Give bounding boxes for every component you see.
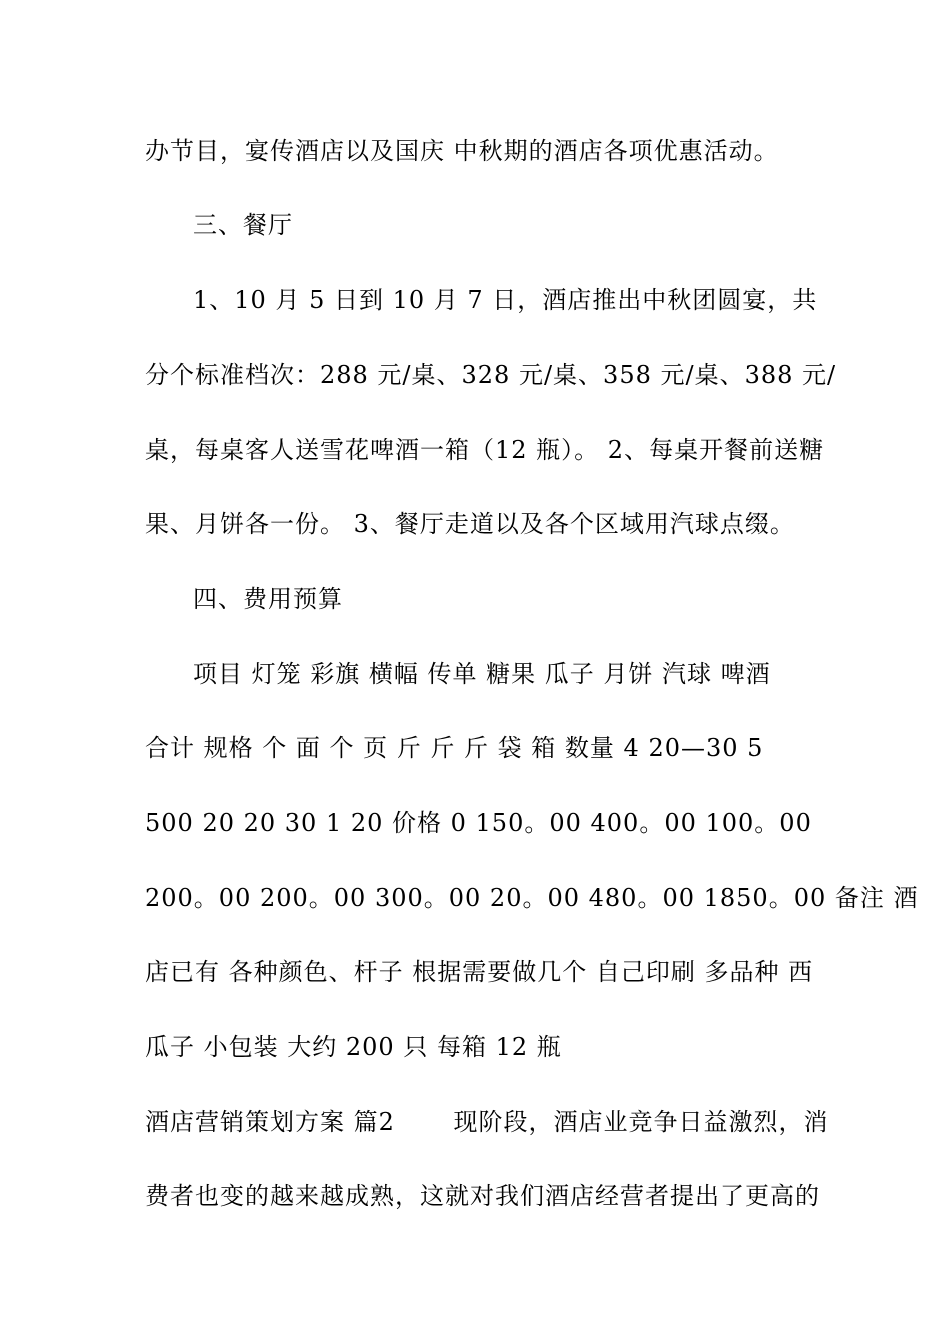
paragraph-line: 果、月饼各一份。 3、餐厅走道以及各个区域用汽球点缀。	[145, 510, 795, 538]
paragraph-line: 合计 规格 个 面 个 页 斤 斤 斤 袋 箱 数量 4 20—30 5	[145, 734, 764, 762]
paragraph-line: 办节目，宴传酒店以及国庆 中秋期的酒店各项优惠活动。	[145, 137, 779, 165]
paragraph-line: 200。00 200。00 300。00 20。00 480。00 1850。00 备注 酒	[145, 884, 919, 912]
paragraph-line: 瓜子 小包装 大约 200 只 每箱 12 瓶	[145, 1033, 562, 1061]
paragraph-line: 项目 灯笼 彩旗 横幅 传单 糖果 瓜子 月饼 汽球 啤酒	[193, 660, 771, 688]
paragraph-line: 费者也变的越来越成熟，这就对我们酒店经营者提出了更高的	[145, 1182, 820, 1210]
paragraph-line: 500 20 20 30 1 20 价格 0 150。00 400。00 100。00	[145, 809, 812, 837]
paragraph-line: 1、10 月 5 日到 10 月 7 日，酒店推出中秋团圆宴，共	[193, 286, 818, 314]
paragraph-line: 分个标准档次：288 元/桌、328 元/桌、358 元/桌、388 元/	[145, 361, 837, 389]
section-heading-budget: 四、费用预算	[193, 585, 343, 613]
paragraph-line: 酒店营销策划方案 篇2 现阶段，酒店业竞争日益激烈，消	[145, 1108, 829, 1136]
paragraph-line: 店已有 各种颜色、杆子 根据需要做几个 自己印刷 多品种 西	[145, 958, 814, 986]
section-heading-restaurant: 三、餐厅	[193, 211, 293, 239]
paragraph-line: 桌，每桌客人送雪花啤酒一箱（12 瓶）。 2、每桌开餐前送糖	[145, 436, 825, 464]
